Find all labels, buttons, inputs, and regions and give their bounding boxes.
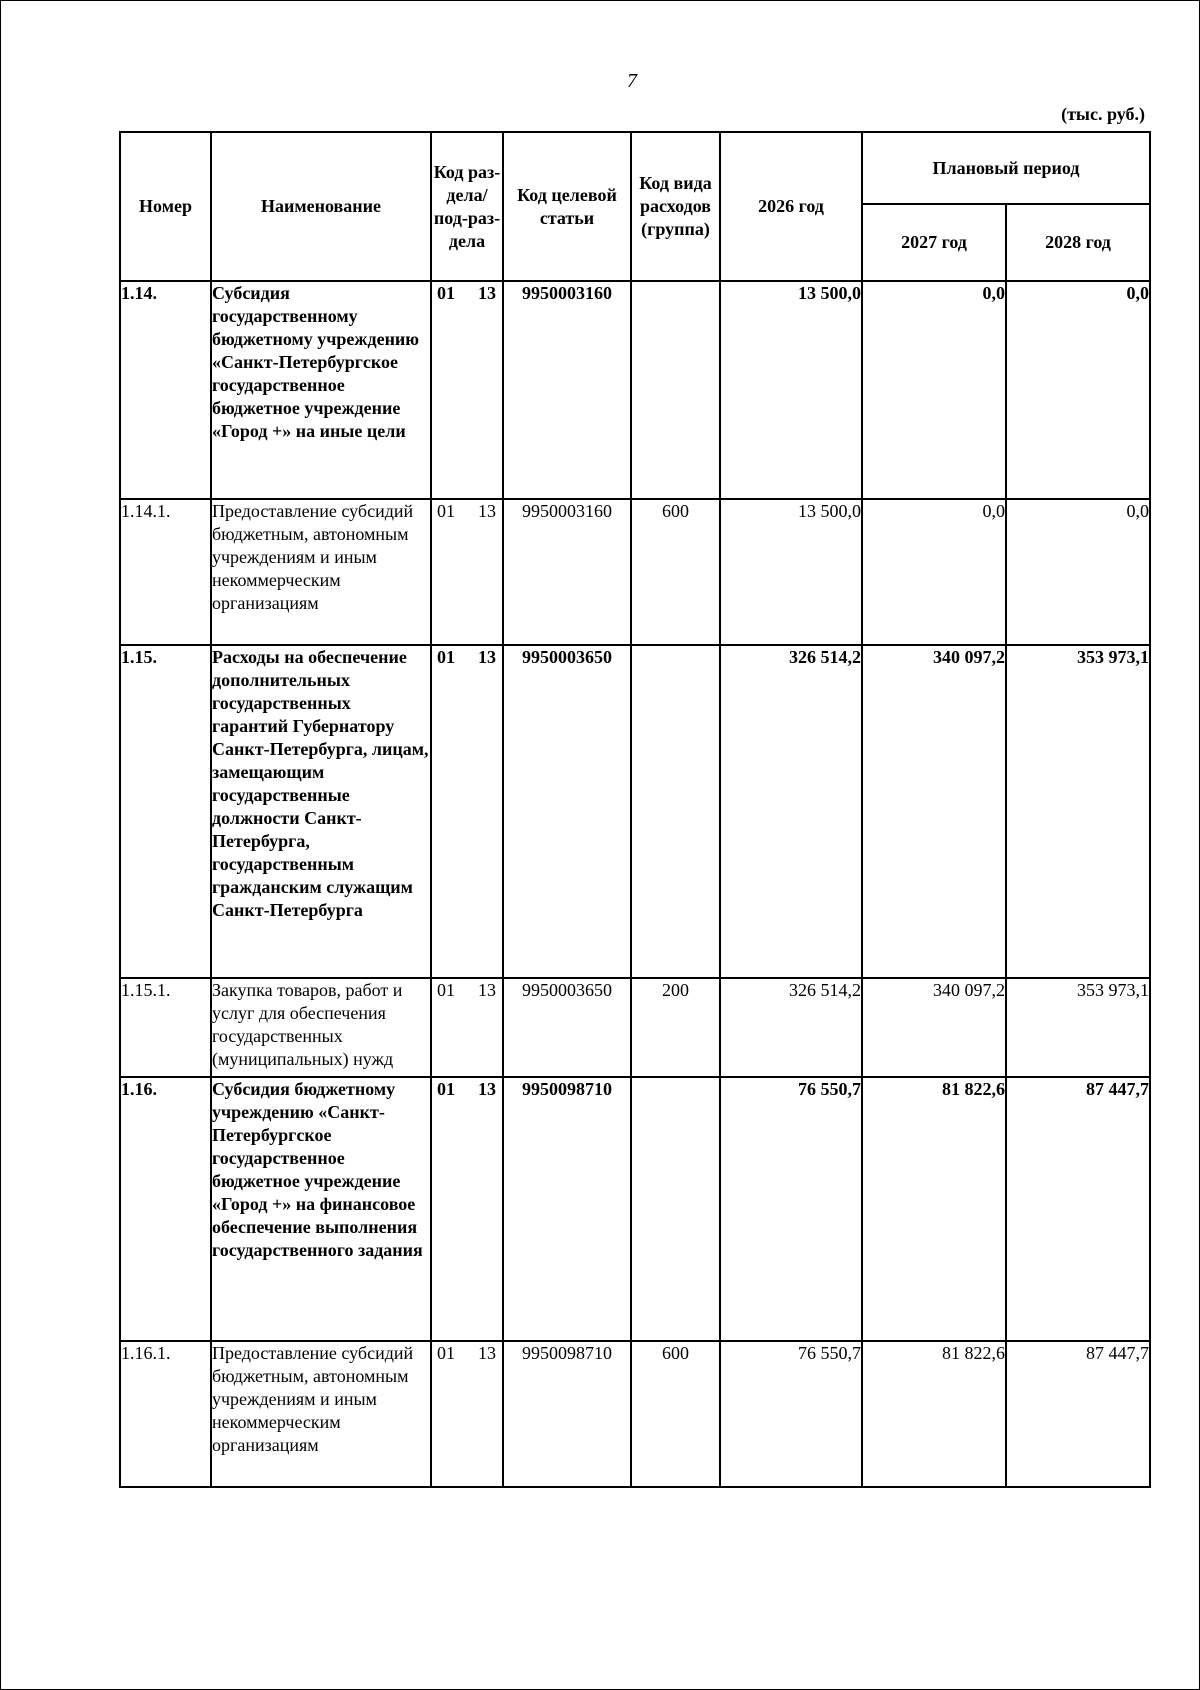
row-amount-2027: 340 097,2 bbox=[862, 978, 1006, 1077]
row-amount-2026: 13 500,0 bbox=[720, 499, 862, 645]
row-amount-2027: 0,0 bbox=[862, 281, 1006, 499]
row-amount-2028: 353 973,1 bbox=[1006, 645, 1150, 978]
row-section-code bbox=[431, 978, 503, 1077]
row-section-code bbox=[431, 499, 503, 645]
row-expense-group bbox=[631, 1077, 720, 1341]
row-amount-2026: 13 500,0 bbox=[720, 281, 862, 499]
header-expense-type-code: Код вида расходов (группа) bbox=[631, 132, 720, 281]
row-amount-2028: 87 447,7 bbox=[1006, 1341, 1150, 1487]
row-number: 1.15.1. bbox=[120, 978, 211, 1077]
section: 01 bbox=[437, 980, 455, 1000]
row-target-code: 9950003160 bbox=[503, 499, 631, 645]
row-name: Расходы на обеспечение дополнительных государственных гарантий Губернатору Санкт-Петербурга, лицам, замещающим государственные должности Санкт-Петербурга, государственным гражданским служащим Санкт-Петербурга bbox=[211, 645, 431, 978]
subsection: 13 bbox=[478, 647, 496, 667]
row-expense-group: 600 bbox=[631, 1341, 720, 1487]
row-number: 1.15. bbox=[120, 645, 211, 978]
units-label: (тыс. руб.) bbox=[1061, 104, 1145, 124]
page-number: 7 bbox=[627, 70, 637, 92]
row-name: Субсидия бюджетному учреждению «Санкт-Петербургское государственное бюджетное учреждение «Город +» на финансовое обеспечение выполнения государственного задания bbox=[211, 1077, 431, 1341]
header-planned-period: Плановый период bbox=[862, 132, 1150, 204]
row-amount-2026: 76 550,7 bbox=[720, 1077, 862, 1341]
section: 01 bbox=[437, 283, 455, 303]
row-target-code: 9950098710 bbox=[503, 1341, 631, 1487]
subsection: 13 bbox=[478, 980, 496, 1000]
row-amount-2027: 340 097,2 bbox=[862, 645, 1006, 978]
row-amount-2028: 0,0 bbox=[1006, 281, 1150, 499]
header-target-code: Код целевой статьи bbox=[503, 132, 631, 281]
subsection: 13 bbox=[478, 283, 496, 303]
row-number: 1.14. bbox=[120, 281, 211, 499]
table-row bbox=[120, 499, 1150, 645]
row-amount-2027: 81 822,6 bbox=[862, 1077, 1006, 1341]
row-expense-group: 600 bbox=[631, 499, 720, 645]
row-amount-2026: 326 514,2 bbox=[720, 645, 862, 978]
row-amount-2026: 76 550,7 bbox=[720, 1341, 862, 1487]
section: 01 bbox=[437, 1079, 455, 1099]
row-target-code: 9950098710 bbox=[503, 1077, 631, 1341]
section: 01 bbox=[437, 1343, 455, 1363]
row-amount-2026: 326 514,2 bbox=[720, 978, 862, 1077]
header-section-code: Код раз-дела/ под-раз-дела bbox=[431, 132, 503, 281]
row-target-code: 9950003650 bbox=[503, 645, 631, 978]
header-name: Наименование bbox=[211, 132, 431, 281]
table-row bbox=[120, 1341, 1150, 1487]
row-target-code: 9950003650 bbox=[503, 978, 631, 1077]
table-row bbox=[120, 1077, 1150, 1341]
row-amount-2027: 81 822,6 bbox=[862, 1341, 1006, 1487]
row-section-code bbox=[431, 645, 503, 978]
section: 01 bbox=[437, 501, 455, 521]
table-row bbox=[120, 978, 1150, 1077]
header-year-2028: 2028 год bbox=[1006, 204, 1150, 281]
row-section-code bbox=[431, 1077, 503, 1341]
row-section-code bbox=[431, 281, 503, 499]
row-target-code: 9950003160 bbox=[503, 281, 631, 499]
row-expense-group: 200 bbox=[631, 978, 720, 1077]
row-amount-2027: 0,0 bbox=[862, 499, 1006, 645]
row-number: 1.16. bbox=[120, 1077, 211, 1341]
row-expense-group bbox=[631, 645, 720, 978]
row-number: 1.14.1. bbox=[120, 499, 211, 645]
row-amount-2028: 353 973,1 bbox=[1006, 978, 1150, 1077]
header-year-2026: 2026 год bbox=[720, 132, 862, 281]
row-amount-2028: 0,0 bbox=[1006, 499, 1150, 645]
table-row bbox=[120, 645, 1150, 978]
row-name: Закупка товаров, работ и услуг для обеспечения государственных (муниципальных) нужд bbox=[211, 978, 431, 1077]
table-row bbox=[120, 281, 1150, 499]
row-amount-2028: 87 447,7 bbox=[1006, 1077, 1150, 1341]
subsection: 13 bbox=[478, 1079, 496, 1099]
header-number: Номер bbox=[120, 132, 211, 281]
row-name: Предоставление субсидий бюджетным, автономным учреждениям и иным некоммерческим организациям bbox=[211, 1341, 431, 1487]
row-name: Субсидия государственному бюджетному учреждению «Санкт-Петербургское государственное бюджетное учреждение «Город +» на иные цели bbox=[211, 281, 431, 499]
row-name: Предоставление субсидий бюджетным, автономным учреждениям и иным некоммерческим организациям bbox=[211, 499, 431, 645]
section: 01 bbox=[437, 647, 455, 667]
subsection: 13 bbox=[478, 1343, 496, 1363]
subsection: 13 bbox=[478, 501, 496, 521]
row-number: 1.16.1. bbox=[120, 1341, 211, 1487]
row-expense-group bbox=[631, 281, 720, 499]
header-year-2027: 2027 год bbox=[862, 204, 1006, 281]
budget-table bbox=[119, 131, 1151, 1488]
row-section-code bbox=[431, 1341, 503, 1487]
